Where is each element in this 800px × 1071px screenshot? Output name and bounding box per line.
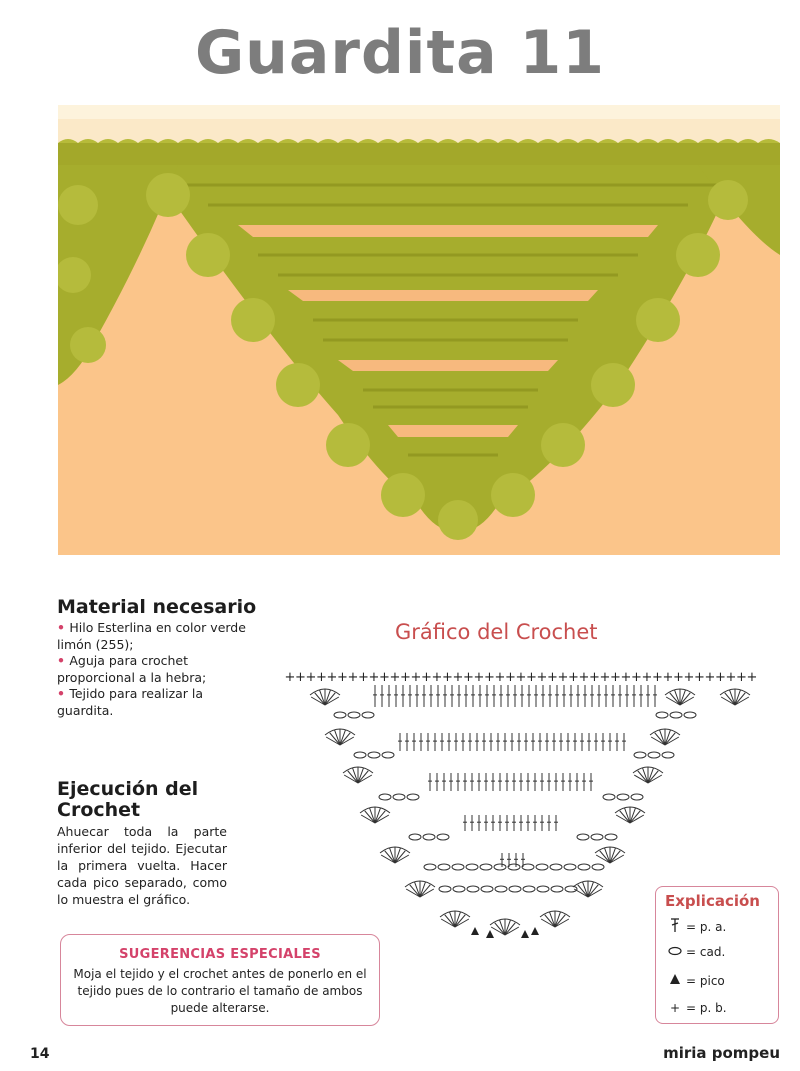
sc-symbol: + [494, 670, 506, 685]
sc-symbol: + [568, 670, 579, 685]
chain-stitch [656, 712, 668, 718]
chain-stitch [466, 864, 478, 870]
chain-stitch [480, 864, 492, 870]
chain-stitch [634, 752, 646, 758]
material-list [57, 620, 257, 719]
sc-symbol: + [358, 670, 369, 685]
chain-stitch [452, 864, 464, 870]
shell-stitch [588, 885, 598, 897]
chain-stitch [551, 886, 563, 892]
shell-stitch [505, 923, 515, 935]
sc-symbol: + [715, 670, 726, 685]
shell-stitch [330, 733, 340, 745]
shell-stitch [445, 915, 455, 927]
shell-stitch [680, 693, 690, 705]
sc-symbol: + [610, 670, 621, 685]
sc-symbol: + [326, 670, 338, 685]
chain-stitch [362, 712, 374, 718]
chain-stitch [508, 864, 520, 870]
sc-symbol: + [515, 670, 527, 685]
shell-stitch [315, 693, 325, 705]
sc-symbol: + [652, 670, 663, 685]
shell-stitch [648, 771, 658, 783]
sc-symbol: + [557, 670, 569, 685]
chain-stitch [578, 864, 590, 870]
chain-stitch [354, 752, 366, 758]
chain-stitch [437, 834, 449, 840]
sc-symbol: + [578, 670, 590, 685]
chain-stitch [334, 712, 346, 718]
chain-stitch [439, 886, 451, 892]
dc-symbol-icon [664, 917, 686, 936]
chain-stitch [368, 752, 380, 758]
chain-stitch [438, 864, 450, 870]
shell-stitch [325, 693, 335, 705]
sc-symbol: + [337, 670, 348, 685]
execution-section [57, 779, 227, 908]
list-item: • Hilo Esterlina en color verde limón (255); [57, 620, 246, 652]
chain-stitch [565, 886, 577, 892]
sc-symbol: + [421, 670, 432, 685]
chain-stitch [494, 864, 506, 870]
crochet-photo [58, 105, 780, 555]
shell-stitch [600, 851, 610, 863]
material-heading: Material necesario [57, 596, 257, 618]
sc-symbol: + [736, 670, 747, 685]
chain-stitch [631, 794, 643, 800]
picot-mark [521, 930, 529, 938]
chain-stitch [453, 886, 465, 892]
sc-symbol: + [589, 670, 600, 685]
chain-stitch [617, 794, 629, 800]
shell-stitch [670, 693, 680, 705]
shell-stitch [620, 811, 630, 823]
tips-title: SUGERENCIAS ESPECIALES [119, 947, 321, 962]
sc-symbol: + [746, 670, 758, 685]
sc-symbol: + [431, 670, 443, 685]
shell-stitch [420, 885, 430, 897]
sc-symbol: + [295, 670, 306, 685]
chain-stitch [603, 794, 615, 800]
sc-symbol: + [284, 670, 296, 685]
tips-text: Moja el tejido y el crochet antes de ponerlo en el tejido pues de lo contrario el tamaño de ambos puede alterarse. [73, 967, 367, 1015]
shell-stitch [348, 771, 358, 783]
sc-symbol: + [389, 670, 401, 685]
chain-stitch [523, 886, 535, 892]
sc-symbol: + [673, 670, 684, 685]
chain-stitch [382, 752, 394, 758]
sc-symbol: + [683, 670, 695, 685]
sc-symbol: + [379, 670, 390, 685]
sc-symbol: + [442, 670, 453, 685]
shell-stitch [455, 915, 465, 927]
chain-stitch [424, 864, 436, 870]
sc-symbol: + [400, 670, 411, 685]
shell-stitch [545, 915, 555, 927]
page-title: Guardita 11 [194, 18, 606, 88]
list-item: • Aguja para crochet proporcional a la hebra; [57, 653, 207, 685]
brand-name: miria pompeu [663, 1044, 780, 1062]
shell-stitch [495, 923, 505, 935]
chain-stitch [536, 864, 548, 870]
page-number: 14 [30, 1046, 50, 1062]
chain-stitch [605, 834, 617, 840]
picot-mark [471, 927, 479, 935]
sc-symbol: + [662, 670, 674, 685]
shell-stitch [340, 733, 350, 745]
shell-stitch [578, 885, 588, 897]
sc-symbol: + [694, 670, 705, 685]
chain-stitch [495, 886, 507, 892]
sc-symbol: + [526, 670, 537, 685]
shell-stitch [665, 733, 675, 745]
chain-stitch [670, 712, 682, 718]
sc-symbol: + [410, 670, 422, 685]
chain-stitch [564, 864, 576, 870]
execution-heading: Ejecución del Crochet [57, 778, 199, 821]
chain-oval-icon [664, 945, 686, 959]
shell-stitch [555, 915, 565, 927]
chain-stitch [537, 886, 549, 892]
chain-stitch [423, 834, 435, 840]
shell-stitch [610, 851, 620, 863]
legend-item: = p. a. [664, 917, 726, 936]
sc-symbol: + [473, 670, 485, 685]
plus-icon: + [669, 1001, 681, 1015]
shell-stitch [365, 811, 375, 823]
sc-symbol: + [620, 670, 632, 685]
chain-stitch [407, 794, 419, 800]
shell-stitch [638, 771, 648, 783]
sc-symbol: + [547, 670, 558, 685]
shell-stitch [385, 851, 395, 863]
sc-symbol: + [305, 670, 317, 685]
material-section [57, 597, 257, 719]
sc-symbol: + [347, 670, 359, 685]
shell-stitch [358, 771, 368, 783]
chain-stitch [577, 834, 589, 840]
picot-mark [531, 927, 539, 935]
chain-stitch [591, 834, 603, 840]
chain-stitch [481, 886, 493, 892]
sc-symbol: + [484, 670, 495, 685]
legend-item: = cad. [664, 945, 725, 959]
chart-title: Gráfico del Crochet [395, 620, 598, 644]
shell-stitch [410, 885, 420, 897]
sc-symbol: + [725, 670, 737, 685]
chain-stitch [467, 886, 479, 892]
chain-stitch [393, 794, 405, 800]
sc-symbol: + [641, 670, 653, 685]
legend-title: Explicación [665, 892, 760, 910]
chain-stitch [522, 864, 534, 870]
chain-stitch [409, 834, 421, 840]
chain-stitch [550, 864, 562, 870]
chain-stitch [684, 712, 696, 718]
execution-text: Ahuecar toda la parte inferior del tejido. Ejecutar la primera vuelta. Hacer cada pico separado, como lo muestra el gráfico. [57, 824, 227, 907]
sc-symbol: + [452, 670, 464, 685]
sc-symbol: + [463, 670, 474, 685]
chain-stitch [662, 752, 674, 758]
legend-item: = pico [664, 973, 725, 988]
shell-stitch [655, 733, 665, 745]
chain-stitch [592, 864, 604, 870]
sc-symbol: + [599, 670, 611, 685]
sc-symbol: + [631, 670, 642, 685]
chain-stitch [509, 886, 521, 892]
shell-stitch [630, 811, 640, 823]
sc-symbol: + [704, 670, 716, 685]
legend-item: + = p. b. [664, 1001, 727, 1015]
chain-stitch [348, 712, 360, 718]
shell-stitch [375, 811, 385, 823]
chain-stitch [379, 794, 391, 800]
sc-symbol: + [316, 670, 327, 685]
sc-symbol: + [505, 670, 516, 685]
list-item: • Tejido para realizar la guardita. [57, 686, 204, 718]
shell-stitch [395, 851, 405, 863]
picot-mark [486, 930, 494, 938]
shell-stitch [735, 693, 745, 705]
sc-symbol: + [536, 670, 548, 685]
shell-stitch [725, 693, 735, 705]
triangle-picot-icon [664, 973, 686, 988]
sc-symbol: + [368, 670, 380, 685]
legend-box [655, 886, 779, 1024]
chain-stitch [648, 752, 660, 758]
